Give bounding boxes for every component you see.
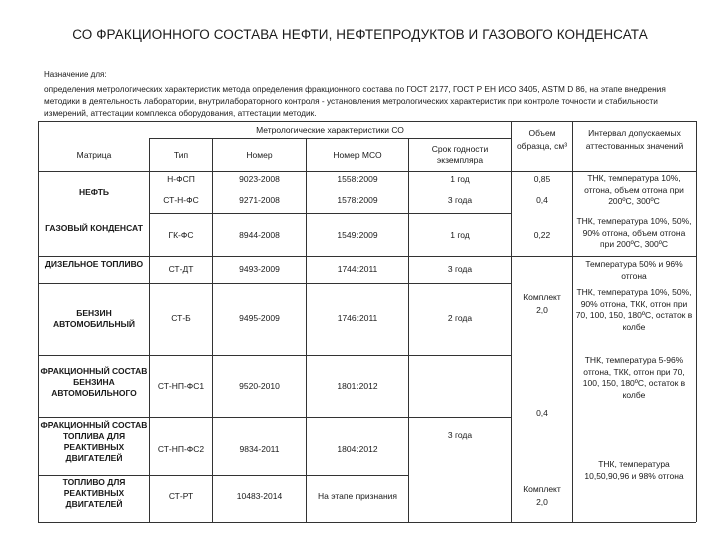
type-cell: СТ-ДТ (168, 264, 194, 274)
header-matrix: Матрица (76, 150, 112, 160)
type-cell: СТ-РТ (168, 491, 194, 501)
interval-cell: ТНК, температура 10,50,90,96 и 98% отгона (584, 459, 684, 481)
mso-cell: 1549:2009 (337, 230, 378, 240)
type-cell: ГК-ФС (168, 230, 194, 240)
purpose-text: определения метрологических характеристик метода определения фракционного состава по ГОСТ 2177, ГОСТ Р ЕН ИСО 3405, ASTM D 86, на этапе внедрения методики в деятельность лаборатории, внутрилабораторного контроля - установления метрологических характеристик при контроле точности и стабильности измерений, аттестации комплекса оборудования, аттестации методик. (44, 84, 666, 118)
header-volume: Объем образца, см³ (516, 128, 568, 151)
number-cell: 9495-2009 (239, 313, 280, 323)
number-cell: 8944-2008 (239, 230, 280, 240)
volume-cell: 0,4 (536, 408, 548, 418)
mso-cell: 1558:2009 (337, 174, 378, 184)
validity-cell: 3 года (447, 195, 473, 205)
header-mso-number: Номер МСО (333, 150, 382, 160)
number-cell: 9271-2008 (239, 195, 280, 205)
volume-cell: 0,85 (533, 174, 551, 184)
page-title: СО ФРАКЦИОННОГО СОСТАВА НЕФТИ, НЕФТЕПРОДУКТОВ И ГАЗОВОГО КОНДЕНСАТА (72, 27, 648, 42)
number-cell: 9834-2011 (239, 444, 280, 454)
validity-cell: 1 год (450, 174, 470, 184)
validity-cell: 3 года (447, 430, 473, 440)
mso-cell: 1746:2011 (337, 313, 378, 323)
header-type: Тип (173, 150, 189, 160)
number-cell: 9493-2009 (239, 264, 280, 274)
matrix-fractional-gasoline: ФРАКЦИОННЫЙ СОСТАВ БЕНЗИНА АВТОМОБИЛЬНОГО (40, 366, 148, 398)
header-validity: Срок годности экземпляра (431, 144, 489, 165)
volume-kit-cell: Комплект 2,0 (523, 484, 561, 507)
volume-kit-cell: Комплект 2,0 (523, 292, 561, 315)
matrix-oil: НЕФТЬ (78, 187, 110, 197)
mso-cell: На этапе признания (317, 491, 398, 501)
validity-cell: 2 года (447, 313, 473, 323)
matrix-gasoline: БЕНЗИН АВТОМОБИЛЬНЫЙ (52, 308, 136, 329)
interval-cell: ТНК, температура 10%, отгона, объем отгона при 200ºС, 300ºС (584, 173, 684, 206)
interval-cell: ТНК, температура 5-96% отгона, ТКК, отгон при 70, 100, 150, 180ºС, остаток в колбе (582, 355, 686, 400)
volume-cell: 0,4 (536, 195, 548, 205)
interval-cell: ТНК, температура 10%, 50%, 90% отгона, ТКК, отгон при 70, 100, 150, 180ºС, остаток в колбе (575, 287, 693, 332)
number-cell: 9520-2010 (239, 381, 280, 391)
number-cell: 10483-2014 (236, 491, 283, 501)
header-metrological-group: Метрологические характеристики СО (256, 125, 404, 135)
type-cell: СТ-Б (171, 313, 191, 323)
mso-cell: 1578:2009 (337, 195, 378, 205)
header-number: Номер (246, 150, 273, 160)
interval-cell: Температура 50% и 96% отгона (585, 259, 683, 281)
type-cell: Н-ФСП (167, 174, 195, 184)
mso-cell: 1744:2011 (337, 264, 378, 274)
mso-cell: 1801:2012 (337, 381, 378, 391)
mso-cell: 1804:2012 (337, 444, 378, 454)
purpose-label: Назначение для: (44, 70, 107, 79)
matrix-gas-condensate: ГАЗОВЫЙ КОНДЕНСАТ (45, 223, 143, 233)
header-interval: Интервал допускаемых аттестованных значений (585, 128, 684, 151)
type-cell: СТ-НП-ФС1 (157, 381, 205, 391)
interval-cell: ТНК, температура 10%, 50%, 90% отгона, объем отгона при 200ºС, 300ºС (576, 216, 692, 249)
validity-cell: 3 года (447, 264, 473, 274)
matrix-jet-fuel: ТОПЛИВО ДЛЯ РЕАКТИВНЫХ ДВИГАТЕЛЕЙ (62, 477, 126, 509)
matrix-fractional-jet-fuel: ФРАКЦИОННЫЙ СОСТАВ ТОПЛИВА ДЛЯ РЕАКТИВНЫХ ДВИГАТЕЛЕЙ (40, 420, 148, 463)
number-cell: 9023-2008 (239, 174, 280, 184)
validity-cell: 1 год (450, 230, 470, 240)
type-cell: СТ-НП-ФС2 (157, 444, 205, 454)
volume-cell: 0,22 (533, 230, 551, 240)
type-cell: СТ-Н-ФС (163, 195, 199, 205)
matrix-diesel: ДИЗЕЛЬНОЕ ТОПЛИВО (44, 259, 144, 269)
